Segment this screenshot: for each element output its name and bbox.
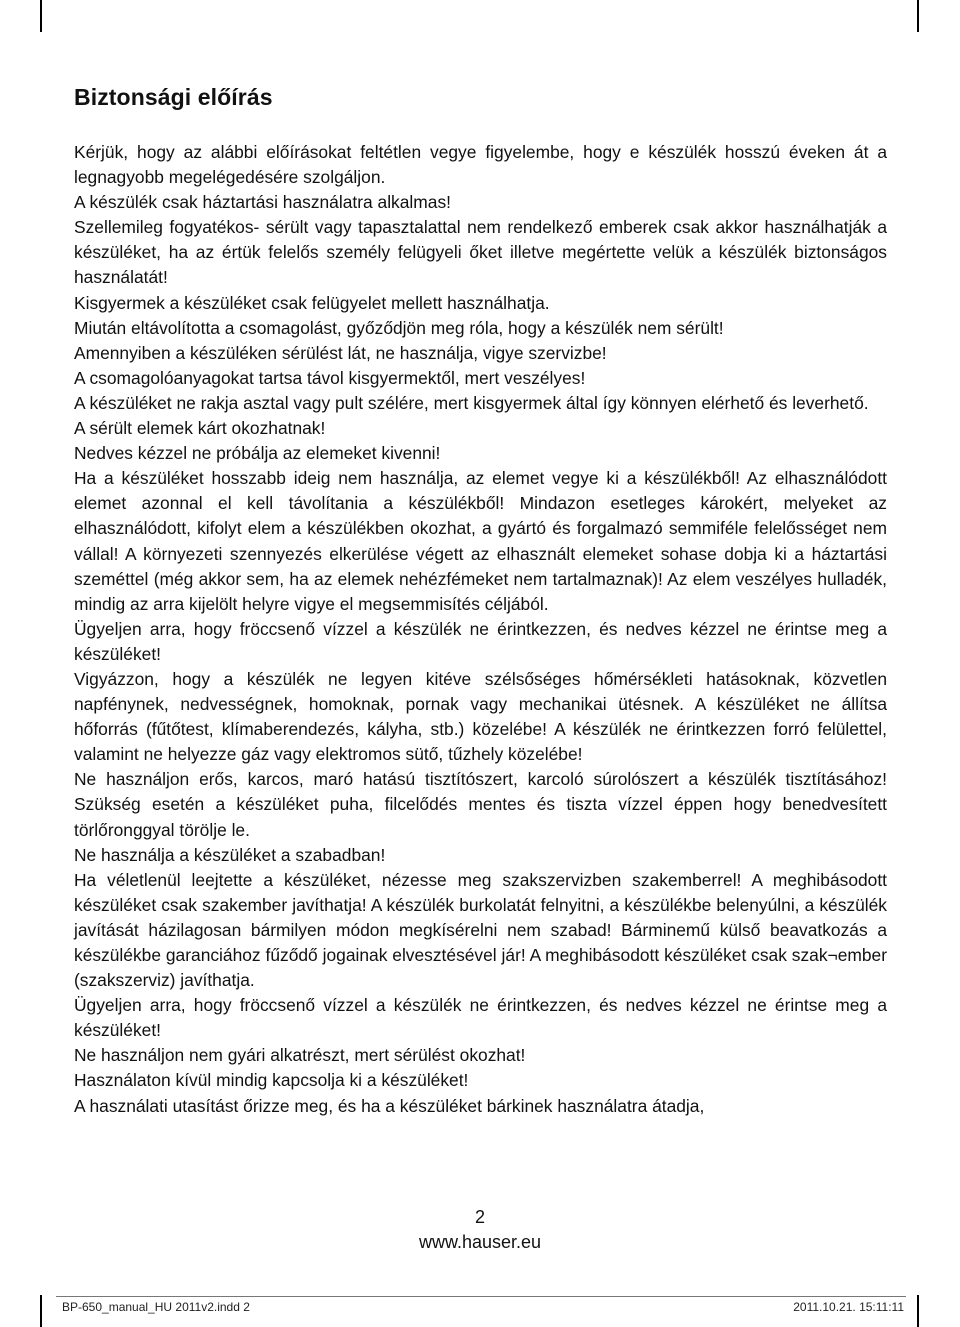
paragraph: Ügyeljen arra, hogy fröccsenő vízzel a készülék ne érintkezzen, és nedves kézzel ne érintse meg a készüléket!	[74, 618, 887, 664]
paragraph: Ha a készüléket hosszabb ideig nem használja, az elemet vegye ki a készülékből! Az elhasználódott elemet azonnal el kell távolítania a készülékből! Mindazon esetleges károkért, melyeket az elhasználódott, kifolyt elem a készülékben okozhat, a gyártó és forgalmazó semmiféle felelősséget nem vállal! A környezeti szennyezés elkerülése végett az elhasznált elemeket sohase dobja ki a háztartási szeméttel (még akkor sem, ha az elemek nehézfémeket nem tartalmaznak)! Az elem veszélyes hulladék, mindig az arra kijelölt helyre vigye el megsemmisítés céljából.	[74, 468, 887, 614]
paragraph: Ne használjon erős, karcos, maró hatású tisztítószert, karcoló súrolószert a készülék tisztításához! Szükség esetén a készüléket puha, filcelődés mentes és tiszta vízzel éppen hogy benedvesített törlőronggyal törölje le.	[74, 769, 887, 840]
page-title: Biztonsági előírás	[74, 84, 273, 110]
paragraph: Kisgyermek a készüléket csak felügyelet mellett használhatja.	[74, 292, 550, 313]
crop-mark-top-left	[40, 0, 42, 32]
paragraph: Ha véletlenül leejtette a készüléket, nézesse meg szakszervizben szakemberrel! A meghibásodott készüléket csak szakember javíthatja! A készülék burkolatát felnyitni, a készülékbe belenyúlni, a készülék javítását házilagosan bármilyen módon megkísérelni nem szabad! Bárminemű külső beavatkozás a készülékbe garanciához fűződő jogainak elvesztésével jár! A meghibásodott készüléket csak szak¬ember (szakszerviz) javíthatja.	[74, 869, 887, 991]
paragraph: Amennyiben a készüléken sérülést lát, ne használja, vigye szervizbe!	[74, 342, 607, 363]
crop-mark-bottom-left	[40, 1295, 42, 1327]
crop-mark-top-right	[917, 0, 919, 32]
paragraph: Ne használjon nem gyári alkatrészt, mert sérülést okozhat!	[74, 1045, 526, 1066]
paragraph: Vigyázzon, hogy a készülék ne legyen kitéve szélsőséges hőmérsékleti hatásoknak, közvetlen napfénynek, nedvességnek, homoknak, pornak vagy mechanikai ütésnek. A készüléket ne állítsa hőforrás (fűtőtest, klímaberendezés, kályha, stb.) közelébe! A készülék ne érintkezzen forró felülettel, valamint ne helyezze gáz vagy elektromos sütő, tűzhely közelébe!	[74, 668, 887, 765]
safety-instructions-text	[74, 140, 887, 1119]
paragraph: Miután eltávolította a csomagolást, győződjön meg róla, hogy a készülék nem sérült!	[74, 317, 724, 338]
website-url: www.hauser.eu	[418, 1232, 542, 1252]
slug-filename: BP-650_manual_HU 2011v2.indd 2	[62, 1300, 250, 1314]
paragraph: A csomagolóanyagokat tartsa távol kisgyermektől, mert veszélyes!	[74, 367, 586, 388]
slug-timestamp: 2011.10.21. 15:11:11	[793, 1300, 904, 1314]
slug-divider	[56, 1296, 906, 1297]
crop-mark-bottom-right	[917, 1295, 919, 1327]
paragraph: A készüléket ne rakja asztal vagy pult szélére, mert kisgyermek által így könnyen elérhető és leverhető.	[74, 392, 869, 413]
paragraph: Használaton kívül mindig kapcsolja ki a készüléket!	[74, 1070, 469, 1091]
paragraph: A használati utasítást őrizze meg, és ha a készüléket bárkinek használatra átadja,	[74, 1095, 705, 1116]
paragraph: Ügyeljen arra, hogy fröccsenő vízzel a készülék ne érintkezzen, és nedves kézzel ne érintse meg a készüléket!	[74, 995, 887, 1041]
paragraph: Ne használja a készüléket a szabadban!	[74, 844, 386, 865]
paragraph: Szellemileg fogyatékos- sérült vagy tapasztalattal nem rendelkező emberek csak akkor használhatják a készüléket, ha az értük felelős személy felügyeli őket illetve megértette velük a készülék biztonságos használatát!	[74, 217, 887, 288]
paragraph: Kérjük, hogy az alábbi előírásokat feltétlen vegye figyelembe, hogy e készülék hosszú éveken át a legnagyobb megelégedésére szolgáljon.	[74, 142, 887, 188]
paragraph: A sérült elemek kárt okozhatnak!	[74, 418, 326, 439]
paragraph: Nedves kézzel ne próbálja az elemeket kivenni!	[74, 443, 441, 464]
page-number: 2	[474, 1207, 485, 1227]
paragraph: A készülék csak háztartási használatra alkalmas!	[74, 192, 451, 213]
